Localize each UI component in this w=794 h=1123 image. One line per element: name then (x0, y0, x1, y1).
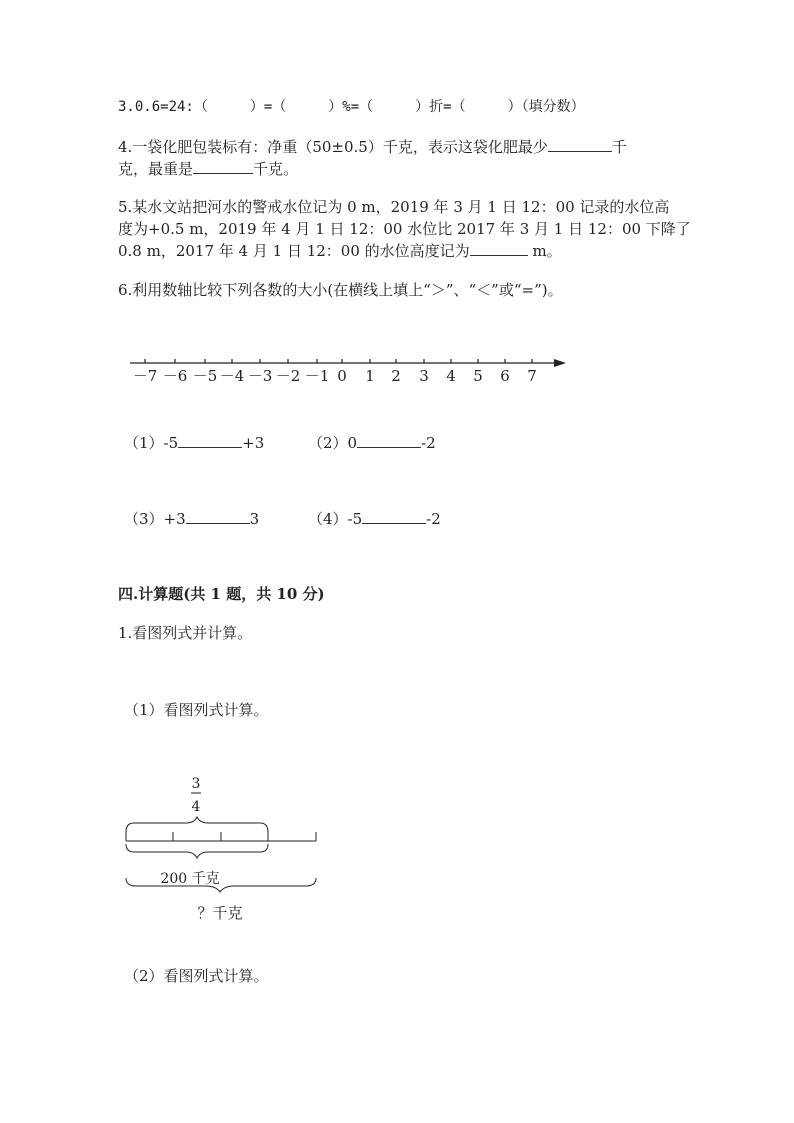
number-line-label: 4 (446, 367, 456, 385)
compare-prefix: （4）-5 (308, 510, 363, 528)
number-line-label: －7 (132, 367, 158, 385)
question-5-line-3 (118, 241, 562, 261)
compare-item-1 (124, 433, 264, 453)
compare-item-4 (308, 509, 441, 529)
question-5-text-b: m。 (527, 242, 562, 260)
answer-blank[interactable] (548, 137, 612, 152)
number-line-label: 0 (337, 367, 347, 385)
number-line-label: 6 (500, 367, 510, 385)
number-line-label: 2 (391, 367, 401, 385)
question-4-text-b: 千 (611, 138, 627, 156)
question-3: 3.0.6=24:（ ）=（ ）%=（ ）折=（ ）（填分数） (118, 99, 585, 115)
question-5-text-a: 0.8 m，2017 年 4 月 1 日 12：00 的水位高度记为 (118, 242, 470, 260)
bottom-brace (126, 878, 316, 892)
compare-item-2 (308, 433, 436, 453)
compare-suffix: -2 (426, 510, 441, 528)
arrow-icon (554, 359, 566, 367)
answer-blank[interactable] (178, 433, 242, 448)
question-4-text-d: 千克。 (253, 160, 299, 178)
number-line-label: 7 (527, 367, 537, 385)
compare-suffix: 3 (249, 510, 260, 528)
number-line-label: －3 (247, 367, 273, 385)
label-question: ？千克 (197, 904, 243, 922)
calc-question-1: 1.看图列式并计算。 (118, 624, 253, 642)
question-4-text-c: 克，最重是 (118, 160, 194, 178)
section-title: 四.计算题(共 1 题，共 10 分) (118, 585, 325, 603)
question-5-line-2: 度为+0.5 m，2019 年 4 月 1 日 12：00 水位比 2017 年 3 月 1 日 12：00 下降了 (118, 220, 691, 238)
number-line (120, 350, 580, 390)
calc-subquestion-2: （2）看图列式计算。 (124, 967, 269, 985)
compare-suffix: -2 (421, 434, 436, 452)
compare-prefix: （1）-5 (124, 434, 179, 452)
answer-blank[interactable] (362, 509, 426, 524)
answer-blank[interactable] (357, 433, 421, 448)
answer-blank[interactable] (186, 509, 250, 524)
compare-item-3 (124, 509, 259, 529)
question-6: 6.利用数轴比较下列各数的大小(在横线上填上“＞”、“＜”或“=”)。 (118, 281, 563, 299)
top-brace (126, 817, 268, 832)
question-4-text-a: 4.一袋化肥包装标有：净重（50±0.5）千克，表示这袋化肥最少 (118, 138, 548, 156)
question-4-line-2 (118, 159, 298, 179)
compare-suffix: +3 (242, 434, 265, 452)
label-200: 200 千克 (160, 871, 220, 887)
compare-prefix: （3）+3 (124, 510, 186, 528)
number-line-label: －4 (219, 367, 245, 385)
middle-brace (126, 844, 268, 858)
question-5-line-1: 5.某水文站把河水的警戒水位记为 0 m，2019 年 3 月 1 日 12：00 记录的水位高 (118, 198, 670, 216)
fraction-numerator: 3 (191, 776, 201, 792)
number-line-label: 3 (419, 367, 429, 385)
fraction-denominator: 4 (191, 799, 201, 815)
bar-diagram (118, 770, 338, 930)
number-line-label: 5 (473, 367, 483, 385)
answer-blank[interactable] (193, 159, 253, 174)
number-line-label: 1 (365, 367, 375, 385)
number-line-label: －1 (304, 367, 330, 385)
number-line-label: －6 (162, 367, 188, 385)
answer-blank[interactable] (470, 241, 528, 256)
number-line-label: －5 (192, 367, 218, 385)
number-line-label: －2 (275, 367, 301, 385)
question-4-line-1 (118, 137, 627, 157)
calc-subquestion-1: （1）看图列式计算。 (124, 701, 269, 719)
compare-prefix: （2）0 (308, 434, 358, 452)
